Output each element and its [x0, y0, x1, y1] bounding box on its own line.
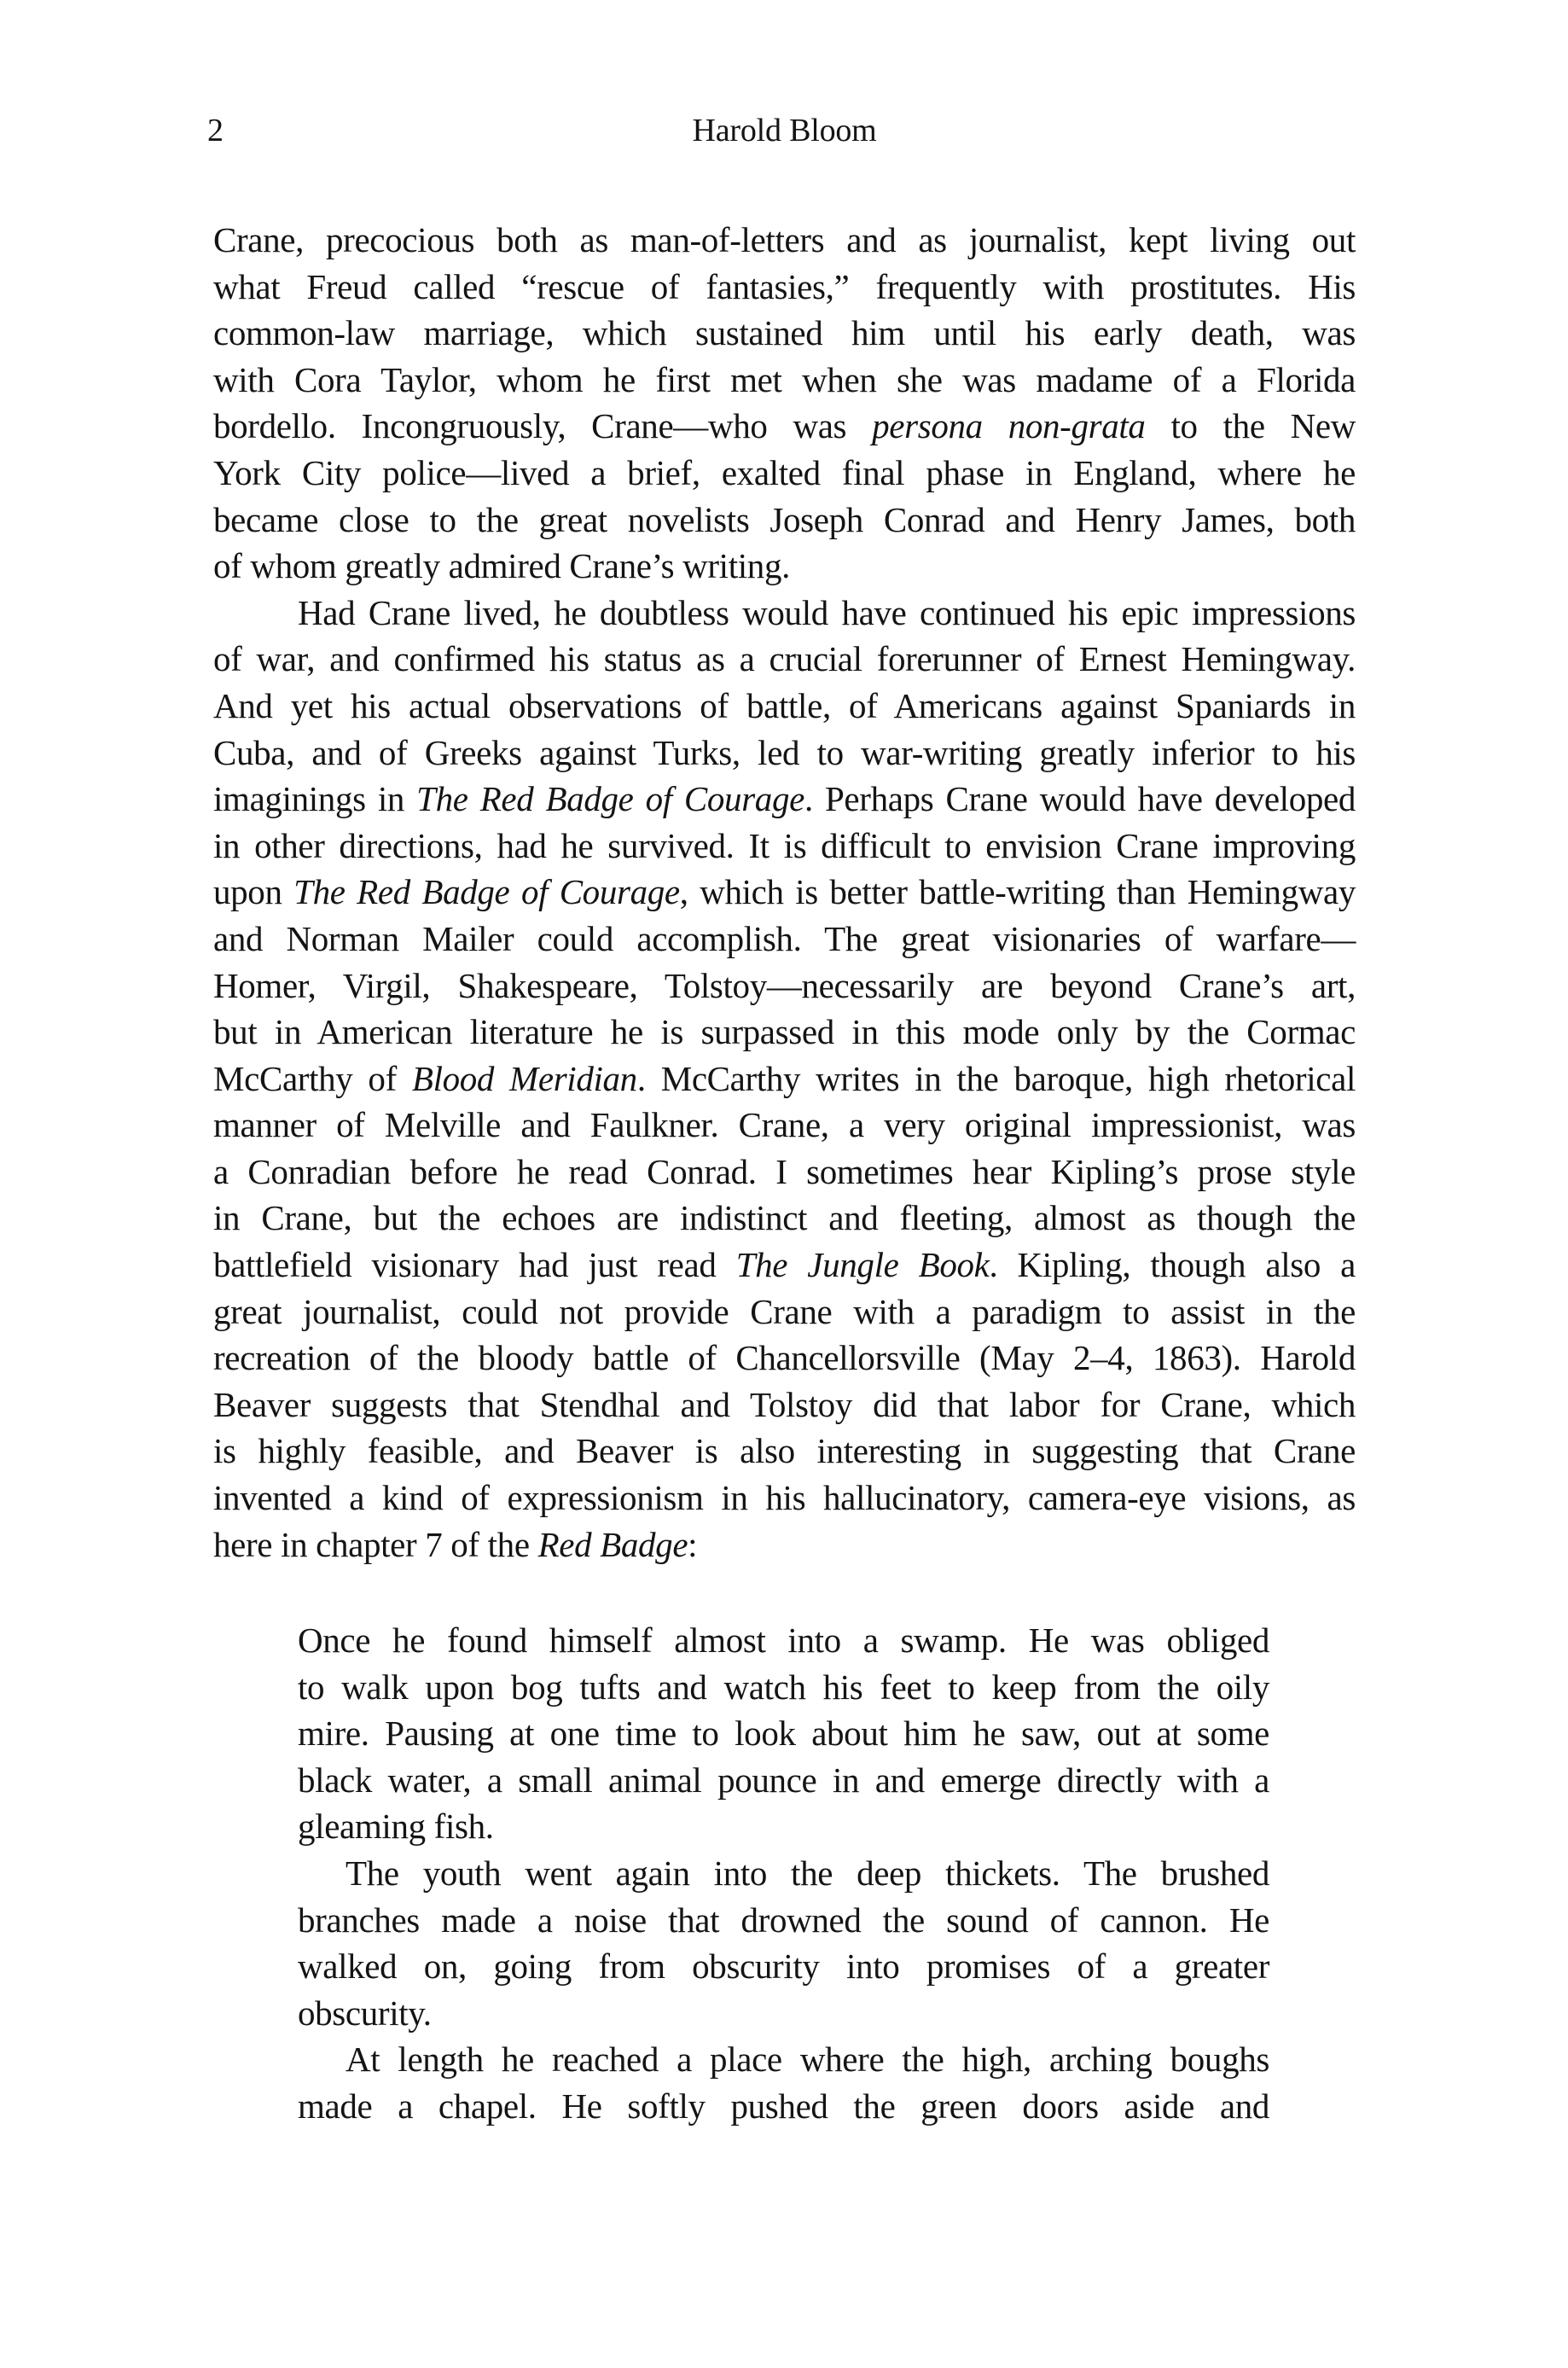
text-run: : — [688, 1524, 698, 1564]
running-title: Harold Bloom — [692, 113, 877, 148]
text-run: York City police—lived a brief, exalted final phase in England, where he — [213, 452, 1356, 492]
text-run: became close to the great novelists Joseph Conrad and Henry James, both — [213, 499, 1356, 539]
body-line — [213, 1149, 1356, 1196]
body-line — [213, 916, 1356, 963]
body-line — [213, 1195, 1356, 1242]
body-line — [213, 730, 1356, 777]
text-run: of war, and confirmed his status as a crucial forerunner of Ernest Hemingway. — [213, 639, 1356, 679]
text-run: what Freud called “rescue of fantasies,” frequently with prostitutes. His — [213, 266, 1356, 306]
text-run: Cuba, and of Greeks against Turks, led to war-writing greatly inferior to his — [213, 732, 1356, 772]
quote-line — [298, 1617, 1269, 1664]
italic-title: The Red Badge of Courage — [293, 872, 680, 912]
text-run: At length he reached a place where the high, arching boughs — [346, 2039, 1269, 2080]
body-line — [213, 1428, 1356, 1475]
text-run: mire. Pausing at one time to look about him he saw, out at some — [298, 1713, 1269, 1754]
text-run: great journalist, could not provide Crane with a paradigm to assist in the — [213, 1291, 1356, 1331]
quote-line — [298, 1664, 1269, 1711]
text-run: is highly feasible, and Beaver is also interesting in suggesting that Crane — [213, 1431, 1356, 1471]
text-run: manner of Melville and Faulkner. Crane, a very original impressionist, was — [213, 1105, 1356, 1145]
text-run: black water, a small animal pounce in and emerge directly with a — [298, 1760, 1269, 1800]
text-run: here in chapter 7 of the — [213, 1524, 538, 1564]
body-line — [213, 450, 1356, 497]
body-line — [213, 497, 1356, 544]
body-line — [213, 403, 1356, 450]
text-run: but in American literature he is surpassed in this mode only by the Cormac — [213, 1012, 1356, 1052]
quote-line — [298, 1897, 1269, 1944]
body-paragraph — [213, 590, 1356, 1568]
text-run: common-law marriage, which sustained him until his early death, was — [213, 313, 1356, 353]
text-run: of whom greatly admired Crane’s writing. — [213, 546, 790, 586]
body-paragraph — [213, 217, 1356, 590]
text-run: to the New — [1145, 406, 1356, 446]
text-run: made a chapel. He softly pushed the green doors aside and — [298, 2086, 1269, 2126]
text-run: in Crane, but the echoes are indistinct and fleeting, almost as though the — [213, 1198, 1356, 1238]
body-line — [213, 1521, 1356, 1568]
running-head — [207, 109, 1356, 152]
quote-paragraph — [298, 2036, 1269, 2129]
body-line — [213, 217, 1356, 264]
italic-title: Blood Meridian — [411, 1058, 637, 1098]
body-line — [213, 1289, 1356, 1335]
quote-line — [298, 1757, 1269, 1804]
italic-title: persona non-grata — [872, 406, 1146, 446]
quote-line — [298, 1803, 1269, 1850]
quote-paragraph — [298, 1617, 1269, 1850]
text-run: . Kipling, though also a — [989, 1245, 1356, 1285]
text-run: . Perhaps Crane would have developed — [804, 779, 1356, 819]
body-line — [213, 310, 1356, 357]
body-line — [213, 1382, 1356, 1428]
quote-line — [298, 1943, 1269, 1990]
body-line — [213, 1056, 1356, 1103]
text-run: Had Crane lived, he doubtless would have continued his epic impressions — [298, 592, 1356, 632]
italic-title: The Red Badge of Courage — [416, 779, 804, 819]
quote-line — [298, 1850, 1269, 1897]
body-line — [213, 264, 1356, 311]
quote-line — [298, 2036, 1269, 2083]
body-line — [213, 776, 1356, 823]
body-line — [213, 590, 1356, 637]
text-run: bordello. Incongruously, Crane—who was — [213, 406, 873, 446]
text-run: Beaver suggests that Stendhal and Tolstoy did that labor for Crane, which — [213, 1384, 1356, 1424]
text-run: and Norman Mailer could accomplish. The great visionaries of warfare— — [213, 918, 1356, 958]
body-line — [213, 869, 1356, 916]
text-run: , which is better battle-writing than Hemingway — [679, 872, 1356, 912]
text-run: to walk upon bog tufts and watch his feet to keep from the oily — [298, 1667, 1269, 1707]
text-run: McCarthy of — [213, 1058, 412, 1098]
body-line — [213, 636, 1356, 683]
body-line — [213, 963, 1356, 1009]
body-line — [213, 1475, 1356, 1521]
body-line — [213, 1102, 1356, 1149]
text-run: with Cora Taylor, whom he first met when she was madame of a Florida — [213, 359, 1356, 399]
text-run: gleaming fish. — [298, 1807, 494, 1847]
body-line — [213, 1242, 1356, 1289]
text-run: Once he found himself almost into a swamp. He was obliged — [298, 1620, 1269, 1660]
quote-line — [298, 1990, 1269, 2037]
italic-title: The Jungle Book — [735, 1245, 990, 1285]
text-run: upon — [213, 872, 294, 912]
text-run: walked on, going from obscurity into promises of a greater — [298, 1946, 1269, 1987]
quote-paragraph — [298, 1850, 1269, 2036]
block-quote — [298, 1617, 1269, 2130]
text-run: Homer, Virgil, Shakespeare, Tolstoy—necessarily are beyond Crane’s art, — [213, 965, 1356, 1005]
text-run: recreation of the bloody battle of Chancellorsville (May 2–4, 1863). Harold — [213, 1338, 1356, 1378]
body-line — [213, 357, 1356, 404]
text-run: battlefield visionary had just read — [213, 1245, 736, 1285]
text-run: Crane, precocious both as man-of-letters and as journalist, kept living out — [213, 220, 1356, 259]
body-line — [213, 823, 1356, 870]
body-line — [213, 683, 1356, 730]
body-line — [213, 543, 1356, 590]
text-run: imaginings in — [213, 779, 417, 819]
quote-line — [298, 1710, 1269, 1757]
italic-title: Red Badge — [537, 1524, 688, 1564]
text-run: . McCarthy writes in the baroque, high rhetorical — [636, 1058, 1356, 1098]
body-line — [213, 1335, 1356, 1382]
text-run: The youth went again into the deep thickets. The brushed — [346, 1853, 1269, 1893]
quote-line — [298, 2083, 1269, 2130]
page-number: 2 — [207, 113, 224, 148]
body-line — [213, 1009, 1356, 1056]
text-run: obscurity. — [298, 1993, 432, 2033]
text-run: invented a kind of expressionism in his hallucinatory, camera-eye visions, as — [213, 1478, 1356, 1518]
text-run: in other directions, had he survived. It is difficult to envision Crane improving — [213, 825, 1356, 865]
text-run: a Conradian before he read Conrad. I sometimes hear Kipling’s prose style — [213, 1151, 1356, 1191]
text-run: And yet his actual observations of battle, of Americans against Spaniards in — [213, 685, 1356, 725]
text-run: branches made a noise that drowned the sound of cannon. He — [298, 1900, 1269, 1940]
body-text — [213, 217, 1356, 1568]
